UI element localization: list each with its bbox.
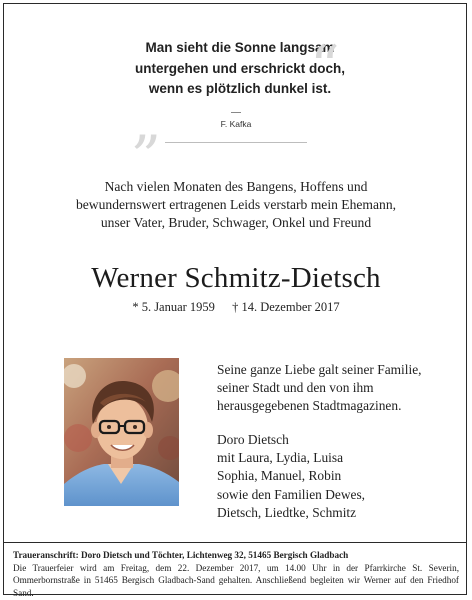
mourner-line: sowie den Familien Dewes, <box>217 486 366 502</box>
quote-author-dash <box>231 112 241 113</box>
tribute-line: seiner Stadt und den von ihm <box>217 380 374 396</box>
quote-author: F. Kafka <box>220 119 252 129</box>
quote-line: wenn es plötzlich dunkel ist. <box>148 81 332 96</box>
death-date: † 14. Dezember 2017 <box>232 300 340 314</box>
quote-text <box>55 33 425 101</box>
footer-info <box>13 549 459 599</box>
intro-line: bewundernswert ertragenen Leids verstarb mein Ehemann, <box>75 197 397 213</box>
tribute-line: herausgegebenen Stadtmagazinen. <box>217 398 402 414</box>
quote-line: untergehen und erschrickt doch, <box>134 60 346 76</box>
tribute-block <box>217 361 447 522</box>
intro-text <box>0 178 472 233</box>
quote-close-mark: „ <box>132 87 163 155</box>
life-dates <box>0 300 472 315</box>
deceased-name: Werner Schmitz-Dietsch <box>91 262 381 294</box>
quote-divider <box>165 142 307 143</box>
footer-divider <box>4 542 466 543</box>
spacer <box>217 415 447 431</box>
mourner-line: Doro Dietsch <box>217 432 289 448</box>
mourner-line: Sophia, Manuel, Robin <box>217 468 342 484</box>
portrait-photo <box>64 358 179 506</box>
birth-date: * 5. Januar 1959 <box>132 300 215 314</box>
mourning-address: Traueranschrift: Doro Dietsch und Töchter, Lichtenweg 32, 51465 Bergisch Gladbach <box>13 550 349 560</box>
mourner-line: mit Laura, Lydia, Luisa <box>217 450 344 466</box>
quote-open-mark: “ <box>310 33 340 101</box>
tribute-line: Seine ganze Liebe galt seiner Familie, <box>217 362 422 377</box>
funeral-service-info: Die Trauerfeier wird am Freitag, dem 22. Dezember 2017, um 14.00 Uhr in der Pfarrkirche St. Severin, Ommerbornstraße in 51465 Bergisch Gladbach-Sand gehalten. Anschließend begleiten wir Werner auf den Friedhof Sand. <box>13 562 459 598</box>
mourner-line: Dietsch, Liedtke, Schmitz <box>217 504 357 520</box>
quote-line: Man sieht die Sonne langsam <box>145 40 335 55</box>
intro-line: unser Vater, Bruder, Schwager, Onkel und Freund <box>100 215 372 231</box>
quote-section <box>0 33 472 155</box>
portrait-illustration <box>64 358 179 506</box>
intro-line: Nach vielen Monaten des Bangens, Hoffens und <box>104 179 368 194</box>
